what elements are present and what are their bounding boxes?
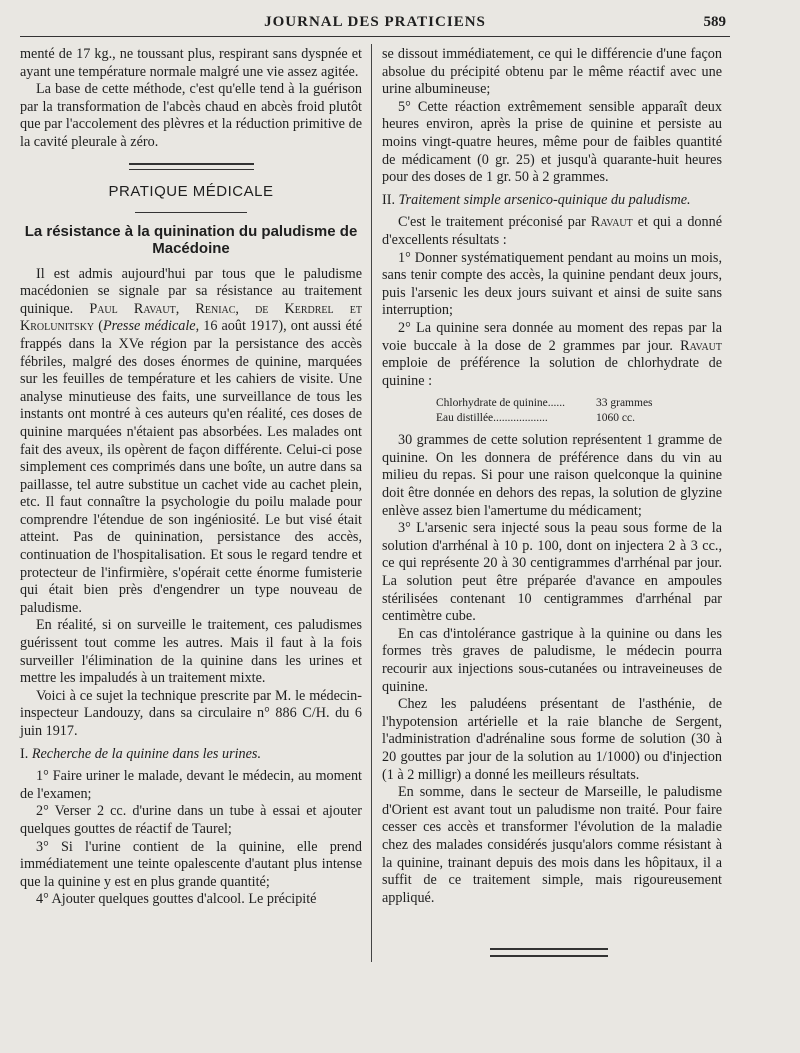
list-item: 1° Faire uriner le malade, devant le médecin, au moment de l'examen;: [20, 768, 362, 802]
right-column: [382, 46, 722, 907]
prescription-row: [436, 396, 722, 411]
paragraph-continued: se dissout immédiatement, ce qui le différencie d'une façon absolue du précipité obtenu par le même réactif avec une urine albumineuse;: [382, 46, 722, 98]
text: emploie de préférence la solution de chlorhydrate de quinine :: [382, 355, 722, 389]
article-title: La résistance à la quinination du paludisme de Macédoine: [24, 222, 358, 258]
list-item: 3° L'arsenic sera injecté sous la peau sous forme de la solution d'arrhénal à 10 p. 100, dont on injectera 2 à 3 cc., ce qui représente 20 à 30 centigrammes d'arrhénal par jour. La solution peut être préparée d'avance en ampoules stérilisées contenant 10 centigrammes d'arrhénal par centimètre cube.: [382, 520, 722, 625]
paragraph-intro: [20, 266, 362, 618]
page-number: 589: [703, 14, 726, 30]
list-item: 3° Si l'urine contient de la quinine, elle prend immédiatement une teinte opalescente d'autant plus intense que la quinine y est en plus grande quantité;: [20, 838, 362, 890]
text: C'est le traitement préconisé par: [398, 214, 591, 231]
list-item: [382, 320, 722, 390]
text: , 16 août 1917), ont aussi été frappés dans la XVe région par la persistance des accès fébriles, malgré des doses énormes de quinine, marquées sur les feuilles de température et les cahiers de visite. Une analyse minutieuse des faits, une surveillance de tous les instants ont montré à ces auteurs qu'en réalité, ces doses de quinine marquées n'étaient pas absorbées. Les malades ont fait des aveux, ils opèrent de façon différente. Celui-ci pose simplement ces comprimés dans une boîte, un autre dans sa paillasse, tel autre substitue un cachet vide au cachet plein, etc. Il faut connaître la psychologie du poilu malade pour comprendre l'étendue de son ingéniosité. Le but visé était atteint. Pas de quinination, persistance des accès, continuation de l'hospitalisation. Et sous le regard tendre et protecteur de l'infirmière, s'opérait cette énorme fumisterie qui était bien près d'engendrer un type nouveau de paludisme.: [20, 318, 362, 616]
text: Il est admis aujourd'hui par tous que le paludisme macédonien se signale par sa résistance au traitement quinique.: [20, 265, 362, 317]
author-name: Ravaut: [590, 214, 633, 231]
author-name: Ravaut: [680, 337, 722, 354]
list-item: 4° Ajouter quelques gouttes d'alcool. Le précipité: [36, 891, 317, 908]
paragraph-continued: menté de 17 kg., ne toussant plus, respirant sans dyspnée et ayant une température normale malgré une vie assez agitée.: [20, 46, 362, 80]
author-names: Paul Ravaut, Reniac, de Kerdrel et Krolunitsky: [20, 300, 362, 335]
text: (: [94, 318, 103, 335]
paragraph: Chez les paludéens présentant de l'asthénie, de l'hypotension artérielle et la raie blanche de Sergent, l'administration d'adrénaline sous forme de solution (30 à 20 gouttes par jour de la solution au 1/1000) ou d'injection (1 à 2 milligr) a donné les meilleurs résultats.: [382, 696, 722, 783]
subheading-text: Traitement simple arsenico-quinique du paludisme.: [398, 191, 691, 208]
paragraph-conclusion: En somme, dans le secteur de Marseille, le paludisme d'Orient est avant tout un paludisme non traité. Pour faire cesser ces accès et transformer l'évolution de la maladie chez des malades considérés jusqu'alors comme résistant à la quinine, trainant depuis des mois dans les hôpitaux, il a suffit de ce traitement simple, mais rigoureusement appliqué.: [382, 784, 722, 906]
subheading-recherche: [20, 746, 362, 764]
paragraph: En réalité, si on surveille le traitement, ces paludismes guérissent tout comme les autres. Mais il faut à la fois surveiller l'élimination de la quinine dans les urines et mettre les impaludés à un traitement mixte.: [20, 617, 362, 687]
subheading-traitement: [382, 192, 722, 210]
prescription-row: [436, 411, 722, 426]
paragraph: En cas d'intolérance gastrique à la quinine ou dans les formes très graves de paludisme, le médecin pourra recourir aux injections sous-cutanées ou intraveineuses de quinine.: [382, 625, 722, 695]
journal-title: JOURNAL DES PRATICIENS: [264, 14, 486, 30]
list-item: 5° Cette réaction extrêmement sensible apparaît deux heures environ, après la prise de quinine et persiste au moins vingt-quatre heures, même pour de faibles quantité de médicament (0 gr. 25) et jusqu'à quarante-huit heures pour des doses de 1 gr. 50 à 2 grammes.: [382, 98, 722, 186]
ingredient-quantity: 33 grammes: [596, 397, 653, 410]
ingredient-quantity: 1060 cc.: [596, 412, 635, 425]
left-column: [20, 46, 362, 909]
article-end-separator: [490, 948, 608, 957]
list-item: 1° Donner systématiquement pendant au moins un mois, sans tenir compte des accès, la quinine pendant deux jours, puis l'arsenic les deux jours suivant et ainsi de suite sans interruption;: [382, 249, 722, 319]
paragraph: 30 grammes de cette solution représentent 1 gramme de quinine. On les donnera de préférence dans du vin au milieu du repas. Si pour une raison quelconque la quinine doit être donnée en dehors des repas, la solution de glyzine enlève assez bien l'amertume du médicament;: [382, 432, 722, 519]
section-separator: [129, 163, 254, 170]
column-divider: [371, 44, 372, 962]
list-item: 2° Verser 2 cc. d'urine dans un tube à essai et ajouter quelques gouttes de réactif de Taurel;: [20, 803, 362, 837]
text: et qui a donné d'excellents résultats :: [382, 214, 722, 248]
prescription-table: [436, 396, 722, 426]
source-title: Presse médicale: [102, 318, 196, 335]
title-rule: [135, 212, 247, 213]
paragraph: Voici à ce sujet la technique prescrite par M. le médecin-inspecteur Landouzy, dans sa circulaire n° 886 C/H. du 6 juin 1917.: [20, 687, 362, 739]
paragraph-method: La base de cette méthode, c'est qu'elle tend à la guérison par la transformation de l'abcès chaud en abcès froid plutôt que par l'accolement des plèvres et la réduction primitive de la cavité pleurale à zéro.: [20, 81, 362, 150]
text: 2° La quinine sera donnée au moment des repas par la voie buccale à la dose de 2 grammes par jour.: [382, 319, 722, 354]
subheading-number: II.: [382, 191, 399, 208]
subheading-number: I.: [20, 745, 32, 762]
paragraph: [382, 214, 722, 249]
ingredient-name: Chlorhydrate de quinine......: [436, 397, 566, 410]
ingredient-name: Eau distillée...................: [436, 412, 548, 425]
running-head: [20, 6, 730, 37]
section-title: PRATIQUE MÉDICALE: [108, 182, 274, 200]
subheading-text: Recherche de la quinine dans les urines.: [31, 745, 262, 762]
